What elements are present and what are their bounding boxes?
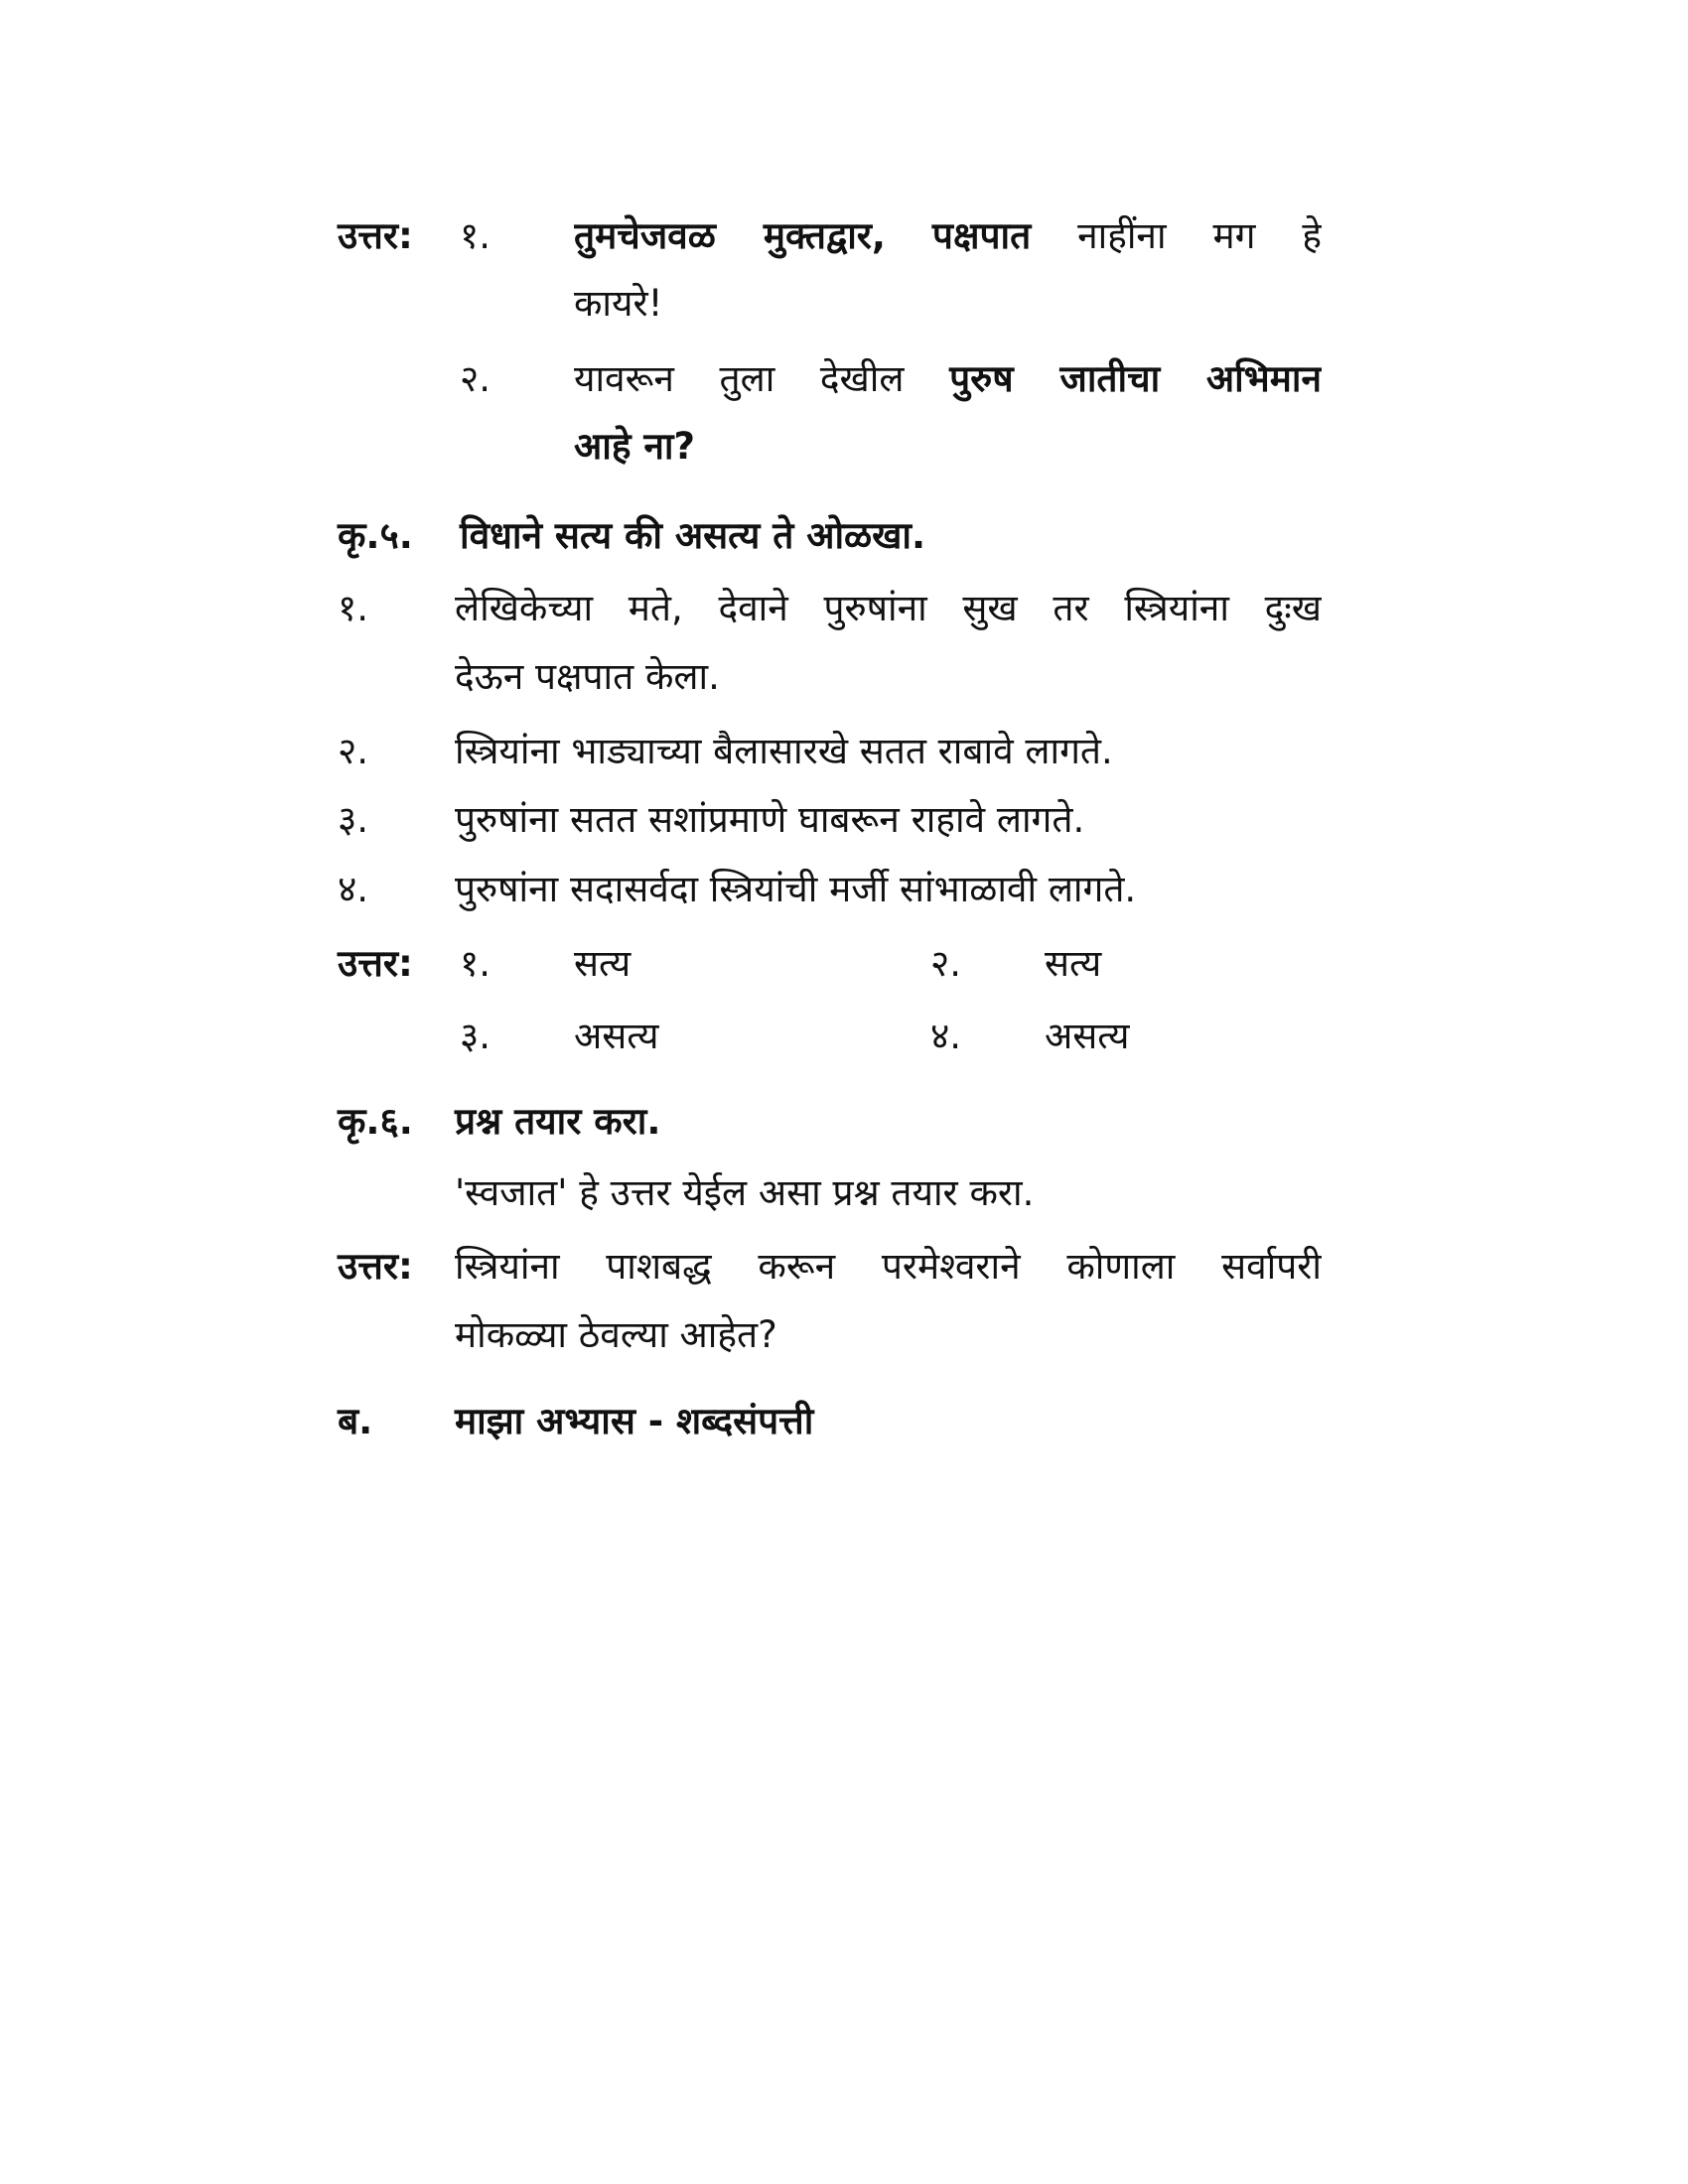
q5-answer-2-value: सत्य	[1045, 942, 1102, 985]
q4-answer-row-2b	[0, 417, 1688, 477]
section-b-label: ब.	[338, 1400, 373, 1442]
q5-statement-4-text: पुरुषांना सदासर्वदा स्त्रियांची मर्जी सांभाळावी लागते.	[455, 868, 1137, 910]
q4-answer-1-line2: कायरे!	[574, 282, 663, 325]
q5-answer-2-number: २.	[930, 942, 962, 985]
q4-answer-row-1b	[0, 274, 1688, 334]
q6-answer-line1-text: स्त्रियांना पाशबद्ध करून परमेश्वराने कोणाला सर्वापरी	[455, 1245, 1322, 1288]
q6-heading	[0, 1092, 1688, 1152]
q5-answer-1-number: १.	[460, 942, 492, 985]
q6-answer-row-2	[0, 1305, 1688, 1365]
q5-statement-1-line1	[455, 579, 1322, 638]
q5-number: कृ.५.	[338, 514, 413, 557]
q5-statement-1	[0, 579, 1688, 638]
q5-statement-4	[0, 860, 1688, 919]
q4-answer-row-2	[0, 349, 1688, 409]
q5-answer-1-value: सत्य	[574, 942, 632, 985]
q5-statement-1b	[0, 647, 1688, 707]
q5-statement-4-number: ४.	[338, 868, 369, 910]
q5-statement-1-text: लेखिकेच्या मते, देवाने पुरुषांना सुख तर स्त्रियांना दुःख	[455, 587, 1322, 629]
q5-statement-1-line2: देऊन पक्षपात केला.	[455, 655, 720, 698]
q5-answer-row-1	[0, 934, 1688, 994]
q6-answer-line1	[455, 1237, 1322, 1297]
q5-statement-2-text: स्त्रियांना भाड्याच्या बैलासारखे सतत राबावे लागते.	[455, 730, 1113, 772]
q6-answer-label: उत्तर:	[338, 1245, 413, 1288]
q5-answer-label: उत्तर:	[338, 942, 413, 985]
q4-answer-label: उत्तर:	[338, 214, 413, 257]
q6-answer-row-1	[0, 1237, 1688, 1297]
section-b-title: माझा अभ्यास - शब्दसंपत्ती	[455, 1400, 814, 1442]
q6-title: प्रश्न तयार करा.	[455, 1100, 661, 1143]
q5-heading	[0, 506, 1688, 566]
q4-answer-2-line1	[574, 349, 1322, 409]
q4-answer-2-normal: यावरून तुला देखील	[574, 357, 905, 400]
q5-statement-3-text: पुरुषांना सतत सशांप्रमाणे घाबरून राहावे लागते.	[455, 798, 1085, 841]
q5-answer-4-value: असत्य	[1045, 1015, 1130, 1057]
q4-answer-1-bold-b: पक्षपात	[931, 214, 1032, 257]
q4-answer-2-bold: पुरुष जातीचा अभिमान	[949, 357, 1322, 400]
q5-statement-2	[0, 722, 1688, 781]
q5-title: विधाने सत्य की असत्य ते ओळखा.	[460, 514, 926, 557]
q4-answer-1-normal: नाहींना मग हे	[1077, 214, 1322, 257]
q5-answer-row-2	[0, 1007, 1688, 1066]
q4-answer-1-number: १.	[460, 214, 492, 257]
q6-prompt-row	[0, 1163, 1688, 1223]
q5-statement-3-number: ३.	[338, 798, 369, 841]
q6-number: कृ.६.	[338, 1100, 413, 1143]
q5-answer-3-number: ३.	[460, 1015, 492, 1057]
q5-statement-3	[0, 790, 1688, 850]
q4-answer-1-bold-a: तुमचेजवळ मुक्तद्वार,	[574, 214, 886, 257]
q5-answer-4-number: ४.	[930, 1015, 962, 1057]
q4-answer-2-line2: आहे ना?	[574, 425, 695, 468]
q5-statement-1-number: १.	[338, 587, 369, 629]
q4-answer-2-number: २.	[460, 357, 492, 400]
section-b-heading	[0, 1392, 1688, 1451]
q6-prompt: 'स्वजात' हे उत्तर येईल असा प्रश्न तयार करा.	[455, 1171, 1035, 1214]
q5-answer-3-value: असत्य	[574, 1015, 659, 1057]
q5-statement-2-number: २.	[338, 730, 369, 772]
q6-answer-line2: मोकळ्या ठेवल्या आहेत?	[455, 1313, 777, 1356]
q4-answer-1-line1	[574, 206, 1322, 266]
q4-answer-row-1	[0, 206, 1688, 266]
